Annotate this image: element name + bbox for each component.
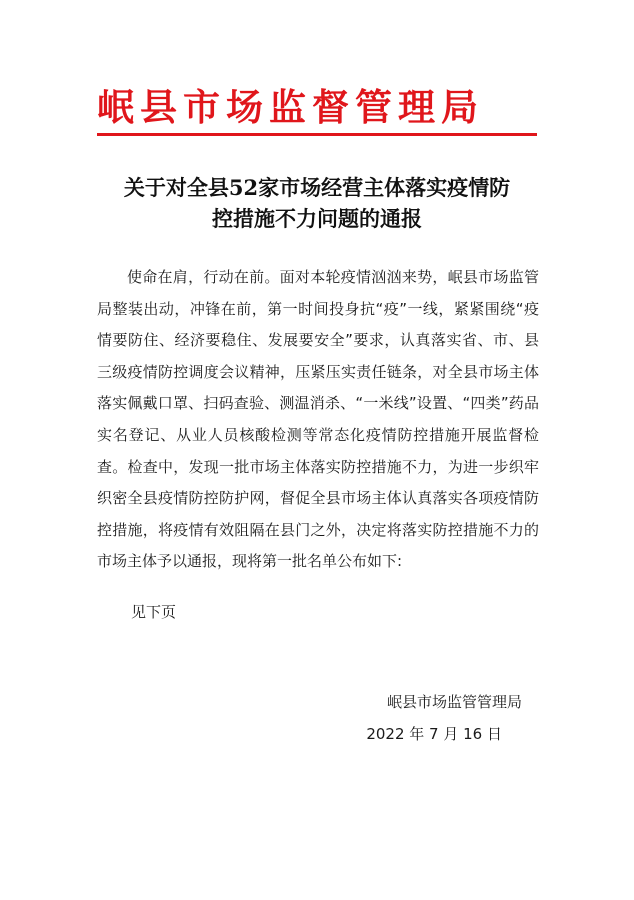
title-line-1: 关于对全县52家市场经营主体落实疫情防	[123, 175, 511, 200]
title-line-2: 控措施不力问题的通报	[212, 206, 422, 231]
agency-masthead: 岷县市场监督管理局	[97, 86, 484, 129]
see-next-page-note: 见下页	[131, 603, 177, 621]
red-divider-line	[97, 133, 537, 136]
signature-date: 2022 年 7 月 16 日	[366, 725, 502, 743]
notice-title	[60, 172, 574, 234]
signature-organization: 岷县市场监管管理局	[386, 693, 522, 711]
signature-block	[300, 686, 540, 750]
body-paragraph: 使命在肩，行动在前。面对本轮疫情汹汹来势，岷县市场监管局整装出动，冲锋在前，第一时间投身抗“疫”一线，紧紧围绕“疫情要防住、经济要稳住、发展要安全”要求，认真落实省、市、县三级疫情防控调度会议精神，压紧压实责任链条，对全县市场主体落实佩戴口罩、扫码查验、测温消杀、“一米线”设置、“四类”药品实名登记、从业人员核酸检测等常态化疫情防控措施开展监督检查。检查中，发现一批市场主体落实防控措施不力，为进一步织牢织密全县疫情防控防护网，督促全县市场主体认真落实各项疫情防控措施，将疫情有效阻隔在县门之外，决定将落实防控措施不力的市场主体予以通报，现将第一批名单公布如下:	[97, 268, 539, 571]
